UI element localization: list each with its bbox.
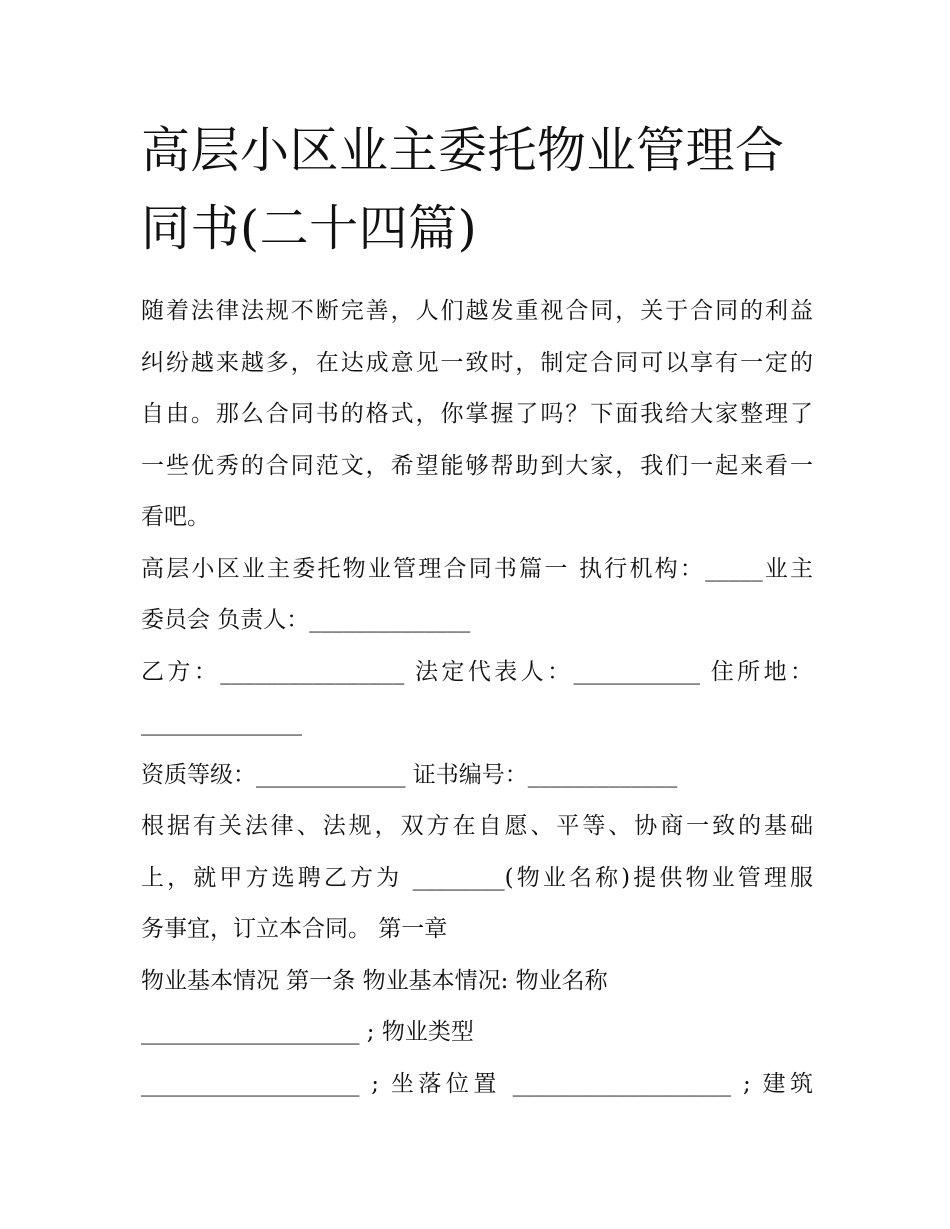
- title-line-1: 高层小区业主委托物业管理合: [141, 122, 785, 179]
- document-title: [141, 112, 813, 268]
- responsible-person-line: 委员会 负责人：______________: [141, 607, 471, 633]
- party-b-line: 乙方：________________ 法定代表人：___________ 住所地：: [141, 658, 813, 685]
- qualification-line: 资质等级：_____________ 证书编号：_____________: [141, 761, 678, 788]
- document-body: [141, 286, 813, 1110]
- basis-line-1: 根据有关法律、法规，双方在自愿、平等、协商一致的基础: [141, 813, 813, 839]
- basis-line-2: 上，就甲方选聘乙方为 ________(物业名称)提供物业管理服: [141, 864, 813, 891]
- intro-line-4: 一些优秀的合同范文，希望能够帮助到大家，我们一起来看一: [141, 452, 813, 479]
- document-page: [141, 112, 813, 1110]
- property-type-line: ___________________ ; 物业类型: [141, 1019, 474, 1045]
- basis-line-3: 务事宜，订立本合同。 第一章: [141, 916, 448, 942]
- property-info-line: 物业基本情况 第一条 物业基本情况: 物业名称: [141, 967, 608, 994]
- contract-heading-line: 高层小区业主委托物业管理合同书篇一 执行机构：_____业主: [141, 555, 813, 582]
- address-blank-line: ______________: [141, 710, 302, 736]
- title-line-2: 同书(二十四篇): [141, 200, 478, 257]
- property-location-line: ___________________ ; 坐落位置 ___________________ ; 建筑: [141, 1070, 813, 1097]
- intro-line-2: 纠纷越来越多，在达成意见一致时，制定合同可以享有一定的: [141, 349, 813, 376]
- intro-line-5: 看吧。: [141, 504, 210, 530]
- intro-line-3: 自由。那么合同书的格式，你掌握了吗？下面我给大家整理了: [141, 401, 813, 427]
- intro-line-1: 随着法律法规不断完善，人们越发重视合同，关于合同的利益: [141, 298, 813, 324]
